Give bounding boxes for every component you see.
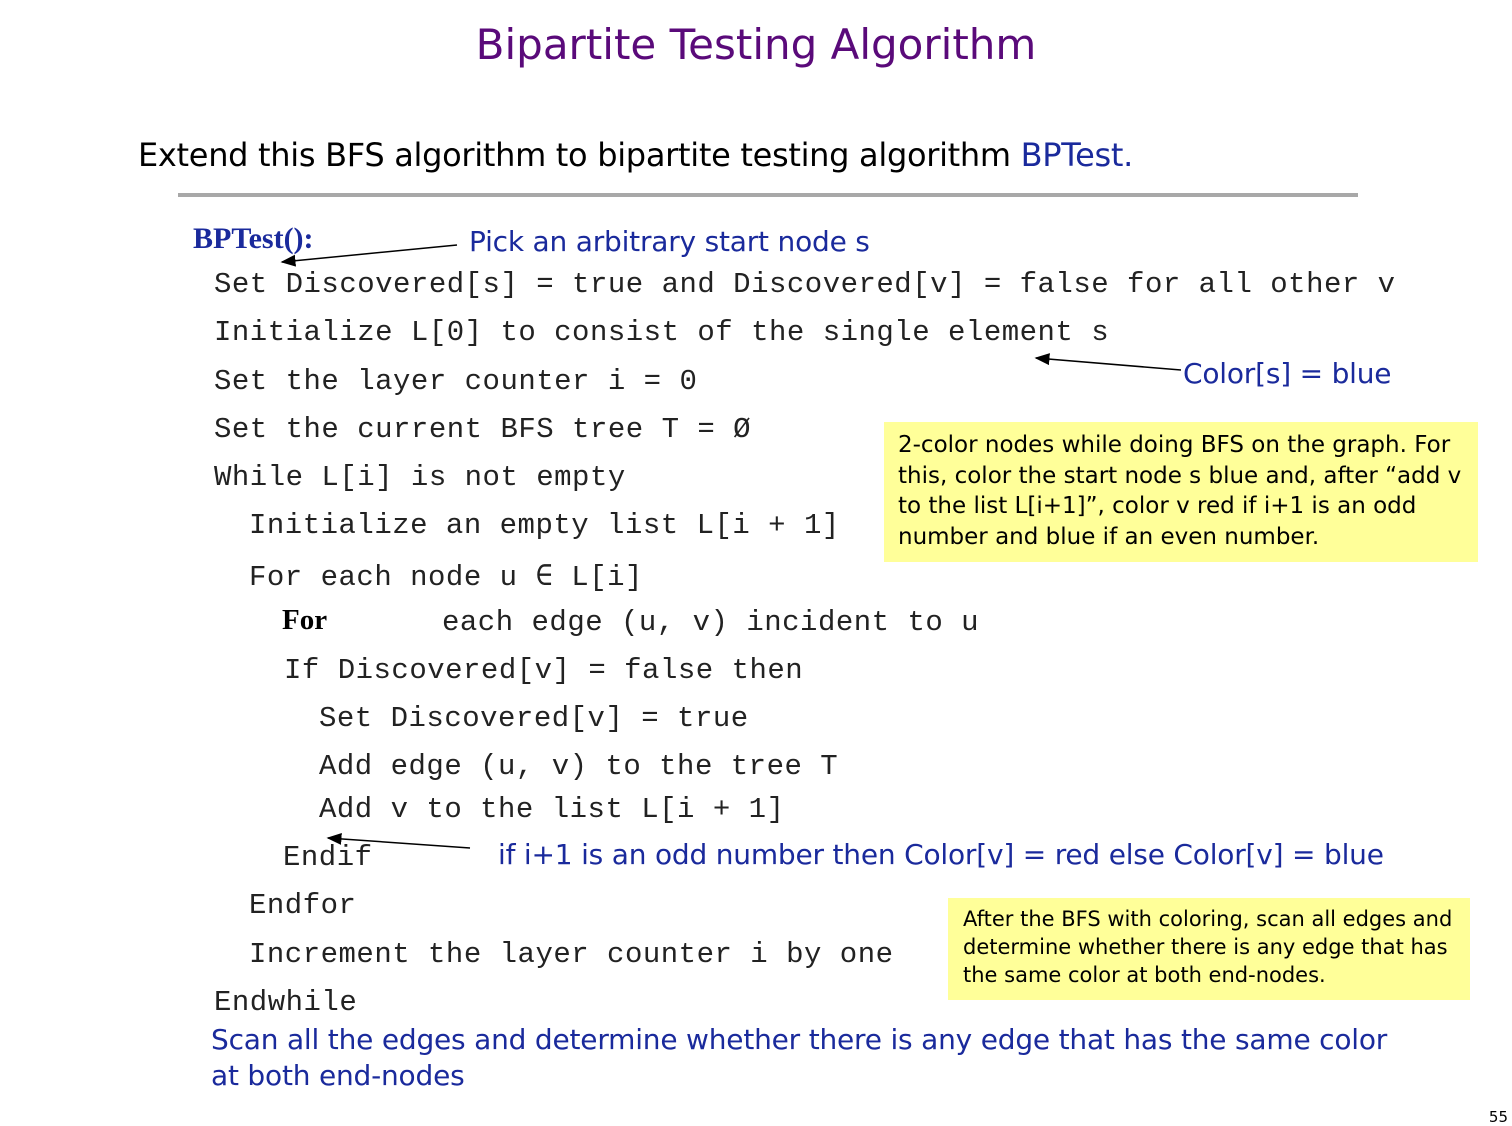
annotation-scan-edges-1: Scan all the edges and determine whether there is any edge that has the same color [211,1023,1388,1056]
annotation-color-s: Color[s] = blue [1183,357,1392,390]
code-line-16: Endwhile [214,986,358,1019]
code-line-1: Set Discovered[s] = true and Discovered[v] = false for all other v [214,268,1396,301]
page-number: 55 [1488,1108,1508,1126]
annotation-start-node: Pick an arbitrary start node s [469,225,870,258]
code-line-8: each edge (u, v) incident to u [442,606,980,639]
code-line-5: While L[i] is not empty [214,461,626,494]
code-line-4: Set the current BFS tree T = Ø [214,413,752,446]
note-after-bfs: After the BFS with coloring, scan all edges and determine whether there is any edge that has the same color at both end-nodes. [948,898,1470,1000]
subtitle-highlight: BPTest. [1020,136,1133,174]
annotation-color-v: if i+1 is an odd number then Color[v] = red else Color[v] = blue [498,838,1384,871]
slide-title: Bipartite Testing Algorithm [475,20,1037,69]
code-line-7: For each node u ∈ L[i] [249,561,643,594]
arrow-color-s [1036,358,1181,370]
code-line-12: Add v to the list L[i + 1] [319,793,785,826]
code-line-13: Endif [283,841,373,874]
code-line-9: If Discovered[v] = false then [284,654,804,687]
arrow-start-node [282,245,457,262]
arrow-color-v [328,838,470,848]
subtitle-text: Extend this BFS algorithm to bipartite testing algorithm [138,136,1021,174]
code-line-2: Initialize L[0] to consist of the single element s [214,316,1110,349]
annotation-scan-edges-2: at both end-nodes [211,1059,465,1092]
code-line-14: Endfor [249,889,357,922]
note-coloring: 2-color nodes while doing BFS on the graph. For this, color the start node s blue and, after “add v to the list L[i+1]”, color v red if i+1 is an odd number and blue if an even number. [884,422,1478,562]
code-line-3: Set the layer counter i = 0 [214,365,698,398]
code-line-10: Set Discovered[v] = true [319,702,749,735]
code-line-11: Add edge (u, v) to the tree T [319,750,839,783]
function-name: BPTest(): [193,222,314,255]
code-line-6: Initialize an empty list L[i + 1] [249,509,840,542]
code-line-15: Increment the layer counter i by one [249,938,894,971]
code-line-8-keyword: For [282,604,328,636]
